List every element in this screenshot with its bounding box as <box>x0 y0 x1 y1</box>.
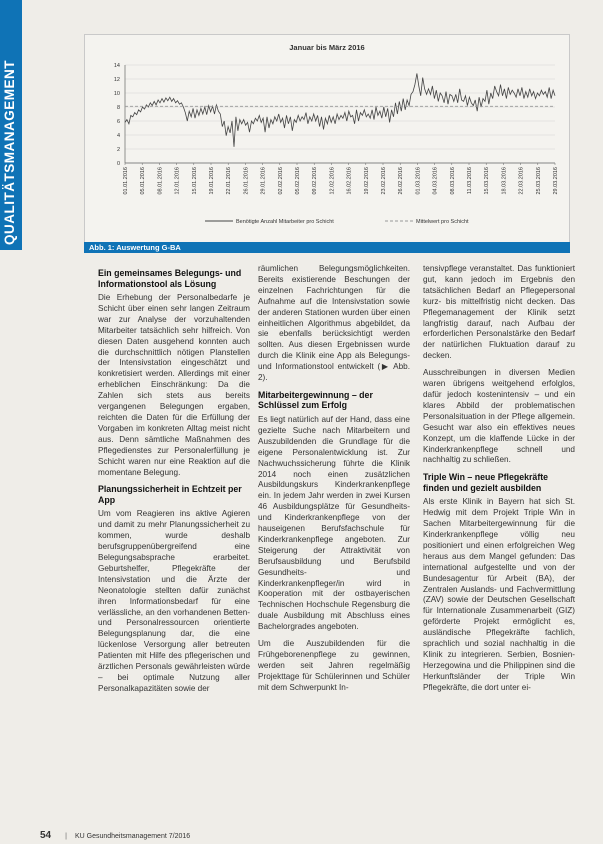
legend-label: Mittelwert pro Schicht <box>416 219 469 225</box>
text-column-3 <box>423 264 575 700</box>
paragraph: Die Erhebung der Personalbedarfe je Schicht über einen sehr langen Zeitraum war zur Analyse der vorzuhaltenden Mitarbeiter tatsächlich sehr hilfreich. Von diesen Daten ausgehend konnten auch die durchschnittlich nötigen Planstellen der Intensivstation eingeschätzt und konkretisiert werden. Allerdings mit einer erheblichen Einschränkung: Da die Zahlen sich stets aus bereits vergangenen Belegungen ergaben, reichten die Daten für die Erfüllung der Vorgaben im konkreten Alltag meist nicht aus. Denn sämtliche Maßnahmen des Pflegedienstes zur Personalerfüllung je Schicht waren nur eine Reaktion auf die momentane Belegung. <box>98 293 250 477</box>
y-tick-label: 0 <box>116 161 120 167</box>
y-tick-label: 14 <box>113 63 120 69</box>
y-tick-label: 2 <box>116 147 120 153</box>
x-tick-label: 16.02.2016 <box>346 167 353 195</box>
x-tick-label: 19.02.2016 <box>363 167 370 195</box>
line-chart <box>85 35 569 243</box>
x-tick-label: 26.02.2016 <box>398 167 405 195</box>
x-tick-label: 09.02.2016 <box>312 167 319 195</box>
heading: Triple Win – neue Pflegekräfte finden und gezielt ausbilden <box>423 472 549 493</box>
text-column-1 <box>98 264 250 701</box>
text-column-2 <box>258 264 410 700</box>
legend-label: Benötigte Anzahl Mitarbeiter pro Schicht <box>236 219 334 225</box>
x-tick-label: 11.03.2016 <box>467 167 473 195</box>
y-tick-label: 12 <box>113 77 120 83</box>
x-tick-label: 23.02.2016 <box>381 167 387 195</box>
y-tick-label: 6 <box>116 119 120 125</box>
x-tick-label: 01.01.2016 <box>123 167 129 195</box>
heading: Planungssicherheit in Echtzeit per App <box>98 484 242 505</box>
paragraph: tensivpflege veranstaltet. Das funktioniert gut, kann jedoch im Ergebnis den tatsächlichen Bedarf an Pflegepersonal kurz- bis mittelfristig nicht decken. Das Pflegemanagement der Klinik setzt langfristig darauf, nach Aufbau der erforderlichen Personalstärke den Bedarf der natürlichen Fluktuation darauf zu decken. <box>423 264 575 361</box>
y-tick-label: 8 <box>116 105 120 111</box>
page-number: 54 <box>40 830 52 841</box>
paragraph: räumlichen Belegungsmöglichkeiten. Bereits existierende Beschungen der einzelnen Fachrichtungen für die Aufnahme auf die Intensivstation sowie der anderen Stationen wurden über einen einheitlichen Algorithmus abgebildet, da sie ebenfalls berücksichtigt werden sollten. Aus diesen Ergebnissen wurde durch die Klinik eine App als Belegungs- und Informationstool entwickelt (▶ Abb. 2). <box>258 264 410 383</box>
figure-caption: Abb. 1: Auswertung G-BA <box>89 243 181 252</box>
x-tick-label: 05.02.2016 <box>295 167 301 195</box>
x-tick-label: 05.01.2016 <box>140 167 147 195</box>
heading: Ein gemeinsames Belegungs- und Informationstool als Lösung <box>98 268 242 289</box>
x-tick-label: 26.01.2016 <box>243 167 250 195</box>
x-tick-label: 19.01.2016 <box>209 167 215 195</box>
chart-figure <box>84 34 570 244</box>
x-tick-label: 12.01.2016 <box>174 167 181 195</box>
y-tick-label: 4 <box>116 133 120 139</box>
x-tick-label: 12.02.2016 <box>329 167 336 195</box>
paragraph: Ausschreibungen in diversen Medien waren übrigens weitgehend erfolglos, dafür jedoch kostenintensiv – und ein klares Abbild der problematischen Personalsituation in der Pflege allgemein. Gesucht war also ein effektives neues Konzept, um die klaffende Lücke in der Kinderkrankenpflege schnell und nachhaltig zu schließen. <box>423 368 575 465</box>
x-tick-label: 25.03.2016 <box>535 167 542 195</box>
x-tick-label: 15.03.2016 <box>484 167 491 195</box>
x-tick-label: 29.03.2016 <box>553 167 559 195</box>
paragraph: Es liegt natürlich auf der Hand, dass eine gezielte Suche nach Mitarbeitern und Auszubildenden die Grundlage für die eigene Personalentwicklung ist. Zur Nachwuchssicherung führte die Klinik 2014 noch einen zusätzlichen Ausbildungskurs Kinderkrankenpflege ein. In jedem Jahr werden in zwei Kursen 46 Ausbildungsplätze für Gesundheits- und Kinderkrankenpflege von der hauseigenen Berufsfachschule für Kinderkrankenpflege angeboten. Zur Steigerung der Attraktivität von Berufsausbildung und Berufsbild Gesundheits- und Kinderkrankenpfleger/in wird in Kooperation mit der ostbayerischen Technischen Hochschule Regensburg die duale Ausbildung mit Abschluss eines Bachelorgrades angeboten. <box>258 414 410 632</box>
x-tick-label: 08.01.2016 <box>157 167 164 195</box>
x-tick-label: 04.03.2016 <box>432 167 439 195</box>
heading: Mitarbeitergewinnung – der Schlüssel zum Erfolg <box>258 389 373 411</box>
page-footer <box>40 830 190 841</box>
x-tick-label: 02.02.2016 <box>277 167 284 195</box>
chart-title: Januar bis März 2016 <box>289 43 365 52</box>
x-tick-label: 15.01.2016 <box>191 167 198 195</box>
figure-caption-bar <box>84 242 570 253</box>
journal-name: KU Gesundheitsmanagement 7/2016 <box>74 833 191 840</box>
x-tick-label: 22.03.2016 <box>518 167 525 195</box>
paragraph: Als erste Klinik in Bayern hat sich St. Hedwig mit dem Projekt Triple Win in Sachen Mitarbeitergewinnung für die Kinderkrankenpflege völlig neu positioniert und einen erfolgreichen Weg heraus aus dem Mangel gefunden: Das internation​al aufgestellte und von der Bundesagentur für Arbeit (BA), der Zentralen Auslands- und Fachvermittlung (ZAV) sowie der Deutschen Gesellschaft für Internationale Zusammenarbeit (GIZ) geförderte Projekt ermöglicht es, ausländische Pflegekräfte fachlich, sprachlich und sozial nachhaltig in die Klinik zu integrieren. Serbien, Bosnien-Herzegowina und die Philippinen sind die Herkunftsländer der Triple Win Pflegekräfte, die dort unter ei- <box>423 497 575 692</box>
footer-separator: | <box>65 833 67 840</box>
series-line-required-staff <box>125 73 555 146</box>
x-tick-label: 18.03.2016 <box>501 167 508 195</box>
section-sidebar <box>0 0 22 250</box>
y-tick-label: 10 <box>113 91 120 97</box>
paragraph: Um die Auszubildenden für die Frühgeborenenpflege zu gewinnen, werden seit Jahren regelmäßig Projekttage für Schülerinnen und Schüler mit dem Schwerpunkt In- <box>258 639 410 692</box>
x-tick-label: 08.03.2016 <box>449 167 456 195</box>
x-tick-label: 01.03.2016 <box>415 167 422 195</box>
x-tick-label: 22.01.2016 <box>226 167 233 195</box>
section-label: QUALITÄTSMANAGEMENT <box>2 60 17 245</box>
paragraph: Um vom Reagieren ins aktive Agieren und damit zu mehr Planungssicherheit zu kommen, wurde deshalb berufsgruppenübergreifend eine Belegungsabsprache erarbeitet. Geburtshelfer, Pflegekräfte der Intensivstation und die Ärzte der Neonatologie stellten dafür zunächst ihren Informationsbedarf für eine verlässliche, an den vorhandenen Betten- und Personalressourcen orientierte Belegungsplanung dar, die eine lückenlose Versorgung aller betreuten Patienten mit Hilfe des pflegerischen und ärztlichen Personals gewährleisten würde – bei optimale Nutzung aller Personalkapazitäten sowie der <box>98 509 250 693</box>
x-tick-label: 29.01.2016 <box>260 167 267 195</box>
